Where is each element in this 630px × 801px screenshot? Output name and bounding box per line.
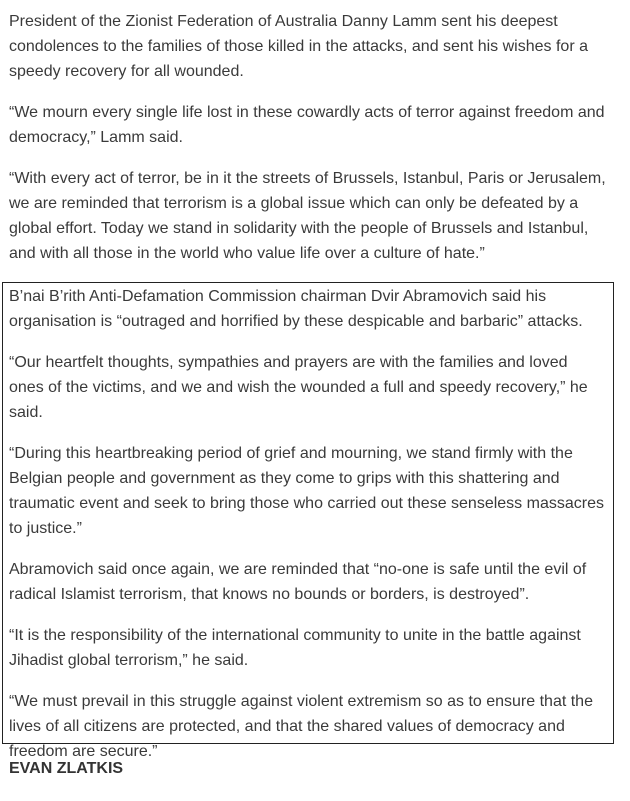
paragraph: “We mourn every single life lost in these cowardly acts of terror against freedom and democracy,” Lamm said. [9, 104, 605, 146]
paragraph: B’nai B’rith Anti-Defamation Commission chairman Dvir Abramovich said his organisation is “outraged and horrified by these despicable and barbaric” attacks. [9, 288, 583, 330]
intro-section [0, 0, 630, 266]
paragraph: “Our heartfelt thoughts, sympathies and prayers are with the families and loved ones of the victims, and we and wish the wounded a full and speedy recovery,” he said. [9, 354, 588, 421]
highlighted-quote-box [2, 282, 614, 760]
paragraph: Abramovich said once again, we are reminded that “no-one is safe until the evil of radical Islamist terrorism, that knows no bounds or borders, is destroyed”. [9, 561, 587, 603]
paragraph: President of the Zionist Federation of Australia Danny Lamm sent his deepest condolences to the families of those killed in the attacks, and sent his wishes for a speedy recovery for all wounded. [9, 13, 588, 80]
paragraph: “It is the responsibility of the international community to unite in the battle against Jihadist global terrorism,” he said. [9, 627, 581, 669]
paragraph: “With every act of terror, be in it the streets of Brussels, Istanbul, Paris or Jerusalem, we are reminded that terrorism is a global issue which can only be defeated by a global effort. Today we stand in solidarity with the people of Brussels and Istanbul, and with all those in the world who value life over a culture of hate.” [9, 170, 606, 262]
paragraph: “During this heartbreaking period of grief and mourning, we stand firmly with the Belgian people and government as they come to grips with this shattering and traumatic event and seek to bring those who carried out these senseless massacres to justice.” [9, 445, 604, 537]
paragraph: “We must prevail in this struggle against violent extremism so as to ensure that the lives of all citizens are protected, and that the shared values of democracy and freedom are secure.” [9, 693, 593, 760]
author-byline: EVAN ZLATKIS [9, 760, 124, 777]
